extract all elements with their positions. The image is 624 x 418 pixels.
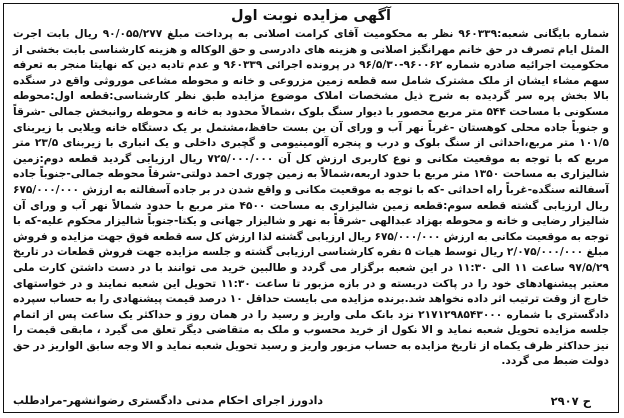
notice-body: شماره بایگانی شعبه:۹۶۰۳۳۹ نظر به محکومیت آقای کرامت اصلانی به پرداخت مبلغ ۹۰/۰۵۵/۲۷۷ ریال بابت اجرت المثل ایام تصرف در حق خانم مهرانگیز اصلانی و هزینه های دادرسی و حق الوکاله و هزینه کارشناسی بابت بخشی از محکومیت اجرائیه صادره شماره ۹۶۰۰۶۲-۹۶/۵/۳۰ در پرونده اجرائی ۹۶۰۳۳۹ و عدم تادیه دین که نهایتا منجر به تعرفه سهم مشاء ایشان از ملک مشترک شامل سه قطعه زمین مزروعی و خانه و محوطه مشاعی موروثی واقع در سنگده بالا بخش پره سر گردیده به شرح ذیل مشخصات املاک موضوع مزایده طبق نظر کارشناسی:قطعه اول:محوطه مسکونی با مساحت ۵۴۴ متر مربع محصور با دیوار سنگ بلوک ،شمالاً محدود به خانه و محوطه روانبخش جمالی -شرقاً و جنوباً جاده محلی کوهستان -غرباً نهر آب و ورای آن بن بست حافظ،مشتمل بر یک دستگاه خانه ویلایی با زیربنای ۱۰۱/۵ متر مربع،احداثی از سنگ بلوک و درب و پنجره آلومینیومی و گچبری داخلی و یک انباری با زیربنای ۲۳/۵ متر مربع که با توجه به موقعیت مکانی و نوع کاربری ارزش کل آن ۷۲۵/۰۰۰/۰۰۰ ریال ارزیابی گردید قطعه دوم:زمین شالیزاری به مساحت ۱۳۵۰ متر مربع با حدود اربعه،شمالاً به زمین چوری احمد دولتی-شرقاً محوطه جمالی-جنوباً جاده آسفالته سنگده-غرباً راه احداثی -که با توجه به موقعیت مکانی و واقع شدن در بر جاده آسفالته به ارزش ۶۷۵/۰۰۰/۰۰۰ ریال ارزیابی گشته قطعه سوم:قطعه زمین شالیزاری به مساحت ۴۵۰۰ متر مربع با حدود شمالاً نهر آب و ورای آن شالیزار رضایی و خانه و محوطه بهزاد عبدالهی -شرقاً به نهر و شالیزار جهانی و یکتا-جنوباً شالیزار محکوم علیه-که با توجه به موقعیت مکانی به ارزش ۶۷۵/۰۰۰/۰۰۰ ریال ارزیابی گشته لذا ارزش کل سه قطعه فوق جهت مزایده و فروش مبلغ ۲/۰۷۵/۰۰۰/۰۰۰ ریال توسط هیات ۵ نفره کارشناسی ارزیابی گشته و جلسه مزایده جهت فروش قطعات در تاریخ ۹۷/۵/۲۹ ساعت ۱۱ الی ۱۱:۳۰ در این شعبه برگزار می گردد و طالبین خرید می توانند با در دست داشتن کارت ملی معتبر پیشنهادهای خود را در پاکت دربسته و در بازه مزبور تا ساعت ۱۱:۳۰ تحویل این شعبه نمایند و در خواستهای خارج از وقت ترتیب اثر داده نخواهد شد.برنده مزایده می بایست حداقل ۱۰ درصد قیمت پیشنهادی را به حساب سپرده دادگستری با شماره ۲۱۷۱۲۹۸۵۴۳۰۰۰ نزد بانک ملی واریز و رسید را در همان روز و حداکثر یک ساعت پس از اتمام جلسه مزایده تحویل شعبه نماید و الا نکول از خرید محسوب و ملک به متقاضی دیگر تعلق می گیرد ، مابقی قیمت را نیز حداکثر ظرف یکماه از تاریخ مزایده به حساب مزبور واریز و رسید تحویل شعبه نماید و الا وجه سابق الواریز در حق دولت ضبط می گردد. bbox=[13, 28, 610, 368]
notice-issuer: دادورز اجرای احکام مدنی دادگستری رضوانشهر-مرادطلب bbox=[13, 394, 324, 407]
notice-footer bbox=[13, 393, 609, 409]
auction-notice bbox=[3, 3, 619, 413]
notice-code: ح ۲۹۰۷ bbox=[550, 394, 591, 408]
notice-title: آگهی مزایده نوبت اول bbox=[230, 8, 392, 24]
